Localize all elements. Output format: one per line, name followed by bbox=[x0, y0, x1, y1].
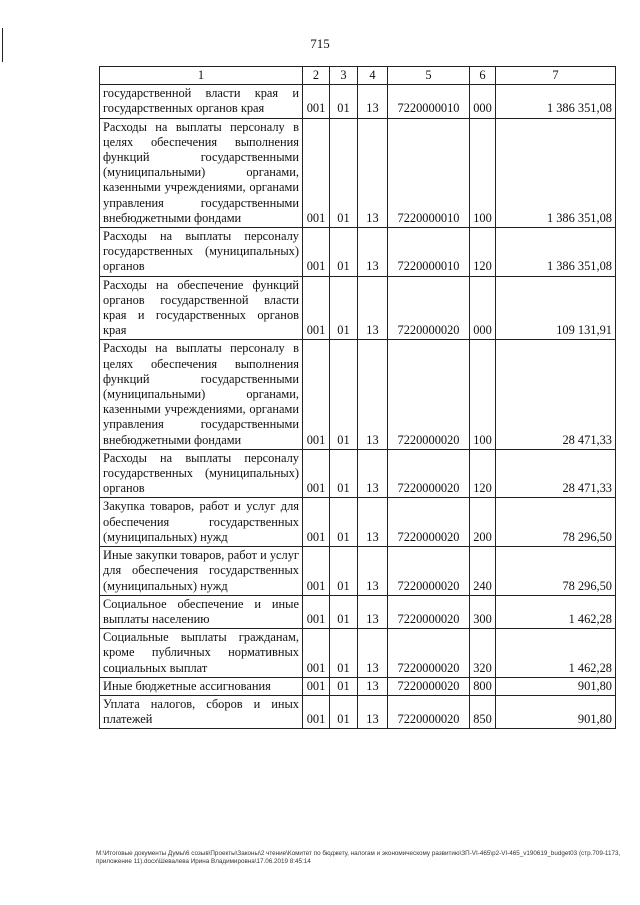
table-row bbox=[100, 498, 616, 547]
amount-cell: 1 462,28 bbox=[496, 629, 616, 678]
subsection-code-cell: 13 bbox=[358, 85, 388, 118]
header-cell: 3 bbox=[330, 67, 358, 85]
target-article-cell: 7220000020 bbox=[388, 695, 470, 728]
table-row bbox=[100, 85, 616, 118]
expense-name-cell: Социальные выплаты гражданам, кроме публичных нормативных социальных выплат bbox=[100, 629, 303, 678]
amount-cell: 28 471,33 bbox=[496, 340, 616, 449]
header-cell: 1 bbox=[100, 67, 303, 85]
target-article-cell: 7220000020 bbox=[388, 340, 470, 449]
ministry-code-cell: 001 bbox=[303, 547, 330, 596]
target-article-cell: 7220000020 bbox=[388, 547, 470, 596]
subsection-code-cell: 13 bbox=[358, 547, 388, 596]
expense-name-cell: Расходы на выплаты персоналу в целях обеспечения выполнения функций государственными (муниципальными) органами, казенными учреждениями, органами управления государственными внебюджетными фондами bbox=[100, 118, 303, 227]
expense-name-cell: Расходы на обеспечение функций органов государственной власти края и государственных органов края bbox=[100, 276, 303, 340]
target-article-cell: 7220000020 bbox=[388, 449, 470, 498]
expense-name-cell: Расходы на выплаты персоналу государственных (муниципальных) органов bbox=[100, 228, 303, 277]
table-row bbox=[100, 595, 616, 628]
table-row bbox=[100, 695, 616, 728]
section-code-cell: 01 bbox=[330, 276, 358, 340]
table-header-row bbox=[100, 67, 616, 85]
subsection-code-cell: 13 bbox=[358, 340, 388, 449]
table-row bbox=[100, 677, 616, 695]
table-row bbox=[100, 629, 616, 678]
subsection-code-cell: 13 bbox=[358, 595, 388, 628]
ministry-code-cell: 001 bbox=[303, 276, 330, 340]
amount-cell: 1 386 351,08 bbox=[496, 85, 616, 118]
section-code-cell: 01 bbox=[330, 595, 358, 628]
subsection-code-cell: 13 bbox=[358, 677, 388, 695]
table-row bbox=[100, 228, 616, 277]
section-code-cell: 01 bbox=[330, 547, 358, 596]
target-article-cell: 7220000010 bbox=[388, 118, 470, 227]
expense-type-cell: 100 bbox=[470, 340, 496, 449]
table-row bbox=[100, 449, 616, 498]
target-article-cell: 7220000020 bbox=[388, 276, 470, 340]
expense-type-cell: 300 bbox=[470, 595, 496, 628]
ministry-code-cell: 001 bbox=[303, 118, 330, 227]
ministry-code-cell: 001 bbox=[303, 340, 330, 449]
section-code-cell: 01 bbox=[330, 449, 358, 498]
expense-type-cell: 100 bbox=[470, 118, 496, 227]
expense-type-cell: 800 bbox=[470, 677, 496, 695]
subsection-code-cell: 13 bbox=[358, 695, 388, 728]
table-row bbox=[100, 118, 616, 227]
ministry-code-cell: 001 bbox=[303, 677, 330, 695]
section-code-cell: 01 bbox=[330, 228, 358, 277]
section-code-cell: 01 bbox=[330, 340, 358, 449]
expense-name-cell: Закупка товаров, работ и услуг для обеспечения государственных (муниципальных) нужд bbox=[100, 498, 303, 547]
subsection-code-cell: 13 bbox=[358, 629, 388, 678]
expense-type-cell: 120 bbox=[470, 228, 496, 277]
table-row bbox=[100, 276, 616, 340]
amount-cell: 901,80 bbox=[496, 677, 616, 695]
subsection-code-cell: 13 bbox=[358, 118, 388, 227]
target-article-cell: 7220000020 bbox=[388, 677, 470, 695]
section-code-cell: 01 bbox=[330, 85, 358, 118]
expense-name-cell: Расходы на выплаты персоналу государственных (муниципальных) органов bbox=[100, 449, 303, 498]
target-article-cell: 7220000020 bbox=[388, 595, 470, 628]
header-cell: 2 bbox=[303, 67, 330, 85]
table-row bbox=[100, 547, 616, 596]
target-article-cell: 7220000020 bbox=[388, 498, 470, 547]
table-row bbox=[100, 340, 616, 449]
section-code-cell: 01 bbox=[330, 629, 358, 678]
expense-type-cell: 200 bbox=[470, 498, 496, 547]
section-code-cell: 01 bbox=[330, 498, 358, 547]
subsection-code-cell: 13 bbox=[358, 276, 388, 340]
section-code-cell: 01 bbox=[330, 118, 358, 227]
amount-cell: 78 296,50 bbox=[496, 498, 616, 547]
target-article-cell: 7220000010 bbox=[388, 228, 470, 277]
subsection-code-cell: 13 bbox=[358, 498, 388, 547]
amount-cell: 1 386 351,08 bbox=[496, 228, 616, 277]
ministry-code-cell: 001 bbox=[303, 629, 330, 678]
ministry-code-cell: 001 bbox=[303, 449, 330, 498]
expense-name-cell: Социальное обеспечение и иные выплаты населению bbox=[100, 595, 303, 628]
target-article-cell: 7220000010 bbox=[388, 85, 470, 118]
ministry-code-cell: 001 bbox=[303, 85, 330, 118]
budget-table bbox=[99, 66, 616, 729]
amount-cell: 901,80 bbox=[496, 695, 616, 728]
header-cell: 7 bbox=[496, 67, 616, 85]
subsection-code-cell: 13 bbox=[358, 449, 388, 498]
expense-type-cell: 850 bbox=[470, 695, 496, 728]
expense-type-cell: 320 bbox=[470, 629, 496, 678]
expense-type-cell: 000 bbox=[470, 276, 496, 340]
section-code-cell: 01 bbox=[330, 677, 358, 695]
ministry-code-cell: 001 bbox=[303, 595, 330, 628]
section-code-cell: 01 bbox=[330, 695, 358, 728]
header-cell: 4 bbox=[358, 67, 388, 85]
header-cell: 5 bbox=[388, 67, 470, 85]
amount-cell: 1 386 351,08 bbox=[496, 118, 616, 227]
expense-type-cell: 000 bbox=[470, 85, 496, 118]
expense-type-cell: 240 bbox=[470, 547, 496, 596]
expense-name-cell: государственной власти края и государственных органов края bbox=[100, 85, 303, 118]
ministry-code-cell: 001 bbox=[303, 228, 330, 277]
ministry-code-cell: 001 bbox=[303, 695, 330, 728]
target-article-cell: 7220000020 bbox=[388, 629, 470, 678]
document-path-footer: M:\Итоговые документы Думы\6 созыв\Проекты\Законы\2 чтение\Комитет по бюджету, налогам и экономическому развитию\ЗП-VI-465\р2-VI-465_v190619_budget03 (стр.709-1173, приложение 11).docx\Шевалева Ирина Владимировна\17.06.2019 8:45:14 bbox=[96, 850, 621, 865]
amount-cell: 1 462,28 bbox=[496, 595, 616, 628]
expense-name-cell: Расходы на выплаты персоналу в целях обеспечения выполнения функций государственными (муниципальными) органами, казенными учреждениями, органами управления государственными внебюджетными фондами bbox=[100, 340, 303, 449]
ministry-code-cell: 001 bbox=[303, 498, 330, 547]
page-number: 715 bbox=[310, 36, 330, 51]
expense-name-cell: Иные закупки товаров, работ и услуг для обеспечения государственных (муниципальных) нужд bbox=[100, 547, 303, 596]
amount-cell: 78 296,50 bbox=[496, 547, 616, 596]
amount-cell: 28 471,33 bbox=[496, 449, 616, 498]
expense-name-cell: Уплата налогов, сборов и иных платежей bbox=[100, 695, 303, 728]
expense-type-cell: 120 bbox=[470, 449, 496, 498]
expense-name-cell: Иные бюджетные ассигнования bbox=[100, 677, 303, 695]
amount-cell: 109 131,91 bbox=[496, 276, 616, 340]
header-cell: 6 bbox=[470, 67, 496, 85]
subsection-code-cell: 13 bbox=[358, 228, 388, 277]
